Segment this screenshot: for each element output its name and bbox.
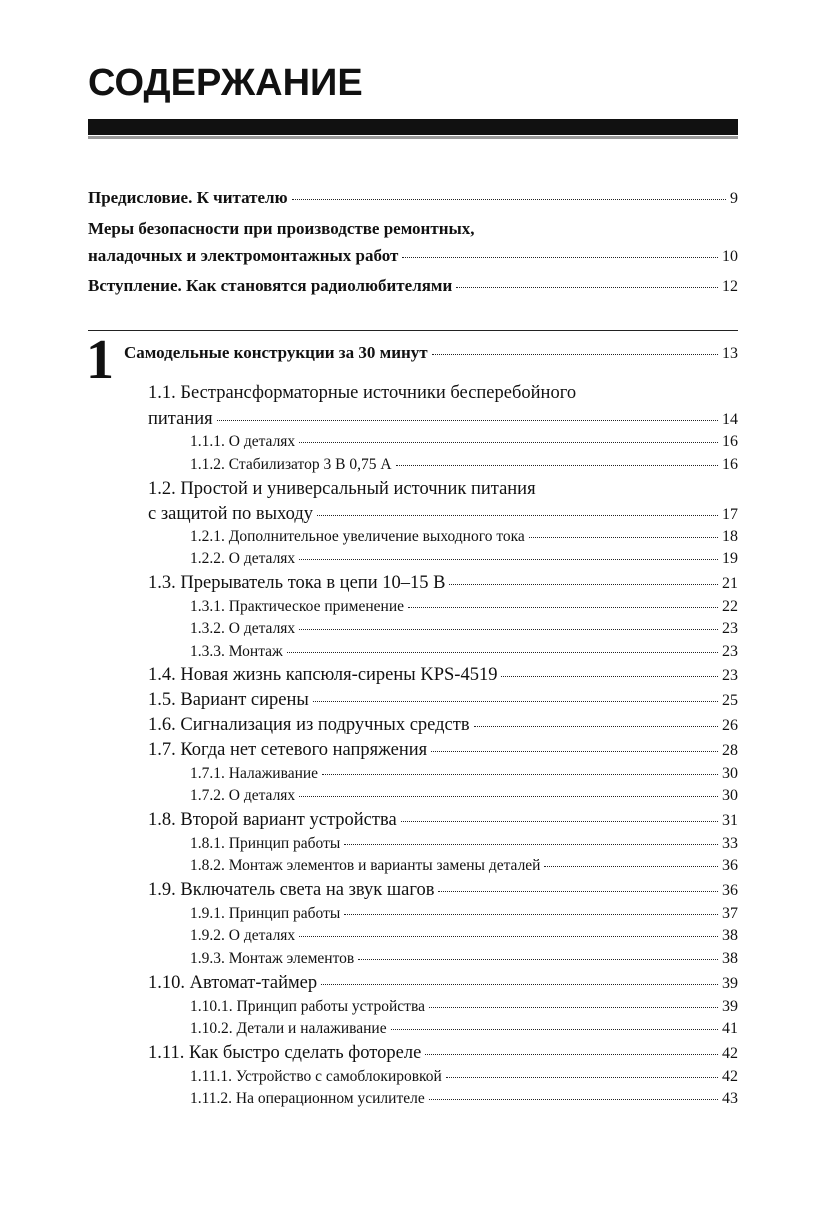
toc-entry-1-9-2[interactable] bbox=[190, 927, 738, 945]
toc-entry-title: 1.5. Вариант сирены bbox=[148, 690, 309, 710]
toc-entry-1-7-2[interactable] bbox=[190, 787, 738, 805]
toc-entry-1-10-2[interactable] bbox=[190, 1020, 738, 1038]
toc-entry-1-1-1[interactable] bbox=[190, 433, 738, 451]
toc-entry-page: 21 bbox=[722, 575, 738, 592]
toc-entry-intro[interactable] bbox=[88, 276, 738, 296]
chapter-number: 1 bbox=[86, 329, 114, 391]
toc-entry-title: 1.7.2. О деталях bbox=[190, 787, 296, 804]
leader-dots bbox=[402, 257, 718, 258]
toc-entry-page: 10 bbox=[722, 248, 738, 265]
toc-entry-title: 1.2.2. О деталях bbox=[190, 550, 296, 567]
toc-entry-page: 23 bbox=[722, 620, 738, 637]
leader-dots bbox=[474, 726, 718, 727]
toc-entry-1-1-line1: 1.1. Бестрансформаторные источники бесперебойного bbox=[148, 383, 577, 403]
toc-entry-title: 1.3.2. О деталях bbox=[190, 620, 296, 637]
toc-entry-page: 19 bbox=[722, 550, 738, 567]
toc-entry-1-9-3[interactable] bbox=[190, 950, 738, 968]
toc-entry-page: 41 bbox=[722, 1020, 738, 1037]
toc-entry-title: 1.9.3. Монтаж элементов bbox=[190, 950, 355, 967]
toc-entry-title: 1.3.1. Практическое применение bbox=[190, 598, 405, 615]
toc-entry-title: 1.9. Включатель света на звук шагов bbox=[148, 880, 435, 900]
toc-entry-page: 18 bbox=[722, 528, 738, 545]
leader-dots bbox=[391, 1029, 718, 1030]
leader-dots bbox=[396, 465, 718, 466]
title-rule-thin bbox=[88, 136, 738, 139]
toc-entry-1-3[interactable] bbox=[148, 573, 738, 594]
leader-dots bbox=[299, 559, 718, 560]
leader-dots bbox=[299, 936, 718, 937]
toc-entry-page: 23 bbox=[722, 643, 738, 660]
toc-entry-title: 1.7. Когда нет сетевого напряжения bbox=[148, 740, 428, 760]
toc-entry-page: 33 bbox=[722, 835, 738, 852]
toc-entry-page: 17 bbox=[722, 506, 738, 523]
toc-entry-title: 1.10.1. Принцип работы устройства bbox=[190, 998, 425, 1015]
toc-entry-title: 1.6. Сигнализация из подручных средств bbox=[148, 715, 470, 735]
leader-dots bbox=[529, 537, 718, 538]
toc-entry-title: Предисловие. К читателю bbox=[88, 188, 288, 207]
leader-dots bbox=[217, 420, 718, 421]
toc-entry-title: 1.10. Автомат-таймер bbox=[148, 973, 318, 993]
leader-dots bbox=[313, 701, 718, 702]
toc-entry-page: 39 bbox=[722, 998, 738, 1015]
toc-entry-page: 16 bbox=[722, 456, 738, 473]
toc-entry-page: 25 bbox=[722, 692, 738, 709]
toc-entry-1-10-1[interactable] bbox=[190, 998, 738, 1016]
toc-entry-title: 1.1.1. О деталях bbox=[190, 433, 296, 450]
toc-entry-page: 16 bbox=[722, 433, 738, 450]
toc-entry-title: 1.9.2. О деталях bbox=[190, 927, 296, 944]
toc-entry-title: 1.8. Второй вариант устройства bbox=[148, 810, 397, 830]
leader-dots bbox=[344, 844, 718, 845]
leader-dots bbox=[299, 796, 718, 797]
toc-entry-page: 42 bbox=[722, 1045, 738, 1062]
toc-entry-title: 1.2.1. Дополнительное увеличение выходного тока bbox=[190, 528, 525, 545]
toc-entry-page: 28 bbox=[722, 742, 738, 759]
toc-entry-page: 38 bbox=[722, 950, 738, 967]
chapter-rule bbox=[88, 330, 738, 331]
toc-entry-1-2-line1: 1.2. Простой и универсальный источник питания bbox=[148, 479, 536, 499]
leader-dots bbox=[544, 866, 718, 867]
toc-entry-title: 1.8.2. Монтаж элементов и варианты замены деталей bbox=[190, 857, 541, 874]
toc-entry-page: 36 bbox=[722, 882, 738, 899]
toc-entry-1-2[interactable] bbox=[148, 504, 738, 525]
toc-entry-title: 1.11. Как быстро сделать фотореле bbox=[148, 1043, 422, 1063]
toc-entry-1-11-2[interactable] bbox=[190, 1090, 738, 1108]
toc-entry-title: 1.10.2. Детали и налаживание bbox=[190, 1020, 387, 1037]
toc-entry-title: 1.3.3. Монтаж bbox=[190, 643, 283, 660]
toc-entry-title: Вступление. Как становятся радиолюбителями bbox=[88, 276, 453, 295]
toc-entry-safety[interactable] bbox=[88, 246, 738, 266]
toc-entry-title: питания bbox=[148, 409, 213, 429]
toc-entry-1-6[interactable] bbox=[148, 715, 738, 736]
toc-entry-1-1-2[interactable] bbox=[190, 456, 738, 474]
toc-entry-title: с защитой по выходу bbox=[148, 504, 313, 524]
leader-dots bbox=[408, 607, 718, 608]
toc-entry-page: 30 bbox=[722, 787, 738, 804]
leader-dots bbox=[292, 199, 726, 200]
toc-entry-page: 26 bbox=[722, 717, 738, 734]
leader-dots bbox=[322, 774, 718, 775]
toc-entry-title: 1.4. Новая жизнь капсюля-сирены KPS-4519 bbox=[148, 665, 498, 685]
title-rule-thick bbox=[88, 119, 738, 135]
toc-entry-1-8[interactable] bbox=[148, 810, 738, 831]
leader-dots bbox=[456, 287, 718, 288]
toc-entry-page: 37 bbox=[722, 905, 738, 922]
toc-entry-1-7[interactable] bbox=[148, 740, 738, 761]
toc-entry-page: 42 bbox=[722, 1068, 738, 1085]
leader-dots bbox=[429, 1007, 718, 1008]
toc-entry-1-2-2[interactable] bbox=[190, 550, 738, 568]
toc-entry-title: 1.1.2. Стабилизатор 3 В 0,75 А bbox=[190, 456, 392, 473]
leader-dots bbox=[429, 1099, 718, 1100]
toc-entry-title: 1.9.1. Принцип работы bbox=[190, 905, 341, 922]
leader-dots bbox=[344, 914, 718, 915]
leader-dots bbox=[287, 652, 718, 653]
toc-entry-1-8-1[interactable] bbox=[190, 835, 738, 853]
leader-dots bbox=[401, 821, 718, 822]
toc-entry-title: 1.3. Прерыватель тока в цепи 10–15 В bbox=[148, 573, 446, 593]
toc-entry-1-3-2[interactable] bbox=[190, 620, 738, 638]
leader-dots bbox=[431, 751, 718, 752]
toc-entry-1-5[interactable] bbox=[148, 690, 738, 711]
toc-entry-page: 38 bbox=[722, 927, 738, 944]
leader-dots bbox=[438, 891, 718, 892]
toc-entry-1-10[interactable] bbox=[148, 973, 738, 994]
toc-entry-title: 1.7.1. Налаживание bbox=[190, 765, 319, 782]
toc-entry-page: 9 bbox=[730, 190, 738, 207]
page-title: СОДЕРЖАНИЕ bbox=[88, 62, 363, 104]
leader-dots bbox=[299, 442, 718, 443]
leader-dots bbox=[449, 584, 718, 585]
leader-dots bbox=[317, 515, 718, 516]
toc-entry-1-3-3[interactable] bbox=[190, 643, 738, 661]
toc-entry-safety-line1: Меры безопасности при производстве ремонтных, bbox=[88, 219, 475, 238]
toc-entry-1-9[interactable] bbox=[148, 880, 738, 901]
leader-dots bbox=[299, 629, 718, 630]
toc-entry-page: 39 bbox=[722, 975, 738, 992]
toc-entry-title: 1.11.1. Устройство с самоблокировкой bbox=[190, 1068, 442, 1085]
leader-dots bbox=[432, 354, 718, 355]
toc-entry-1-2-1[interactable] bbox=[190, 528, 738, 546]
toc-entry-preface[interactable] bbox=[88, 188, 738, 208]
toc-entry-page: 36 bbox=[722, 857, 738, 874]
toc-chapter-1[interactable] bbox=[124, 343, 738, 363]
toc-entry-page: 13 bbox=[722, 345, 738, 362]
toc-entry-page: 23 bbox=[722, 667, 738, 684]
toc-entry-1-11-1[interactable] bbox=[190, 1068, 738, 1086]
toc-entry-1-8-2[interactable] bbox=[190, 857, 738, 875]
toc-entry-page: 14 bbox=[722, 411, 738, 428]
leader-dots bbox=[446, 1077, 718, 1078]
toc-entry-page: 43 bbox=[722, 1090, 738, 1107]
toc-entry-1-9-1[interactable] bbox=[190, 905, 738, 923]
toc-entry-title: 1.8.1. Принцип работы bbox=[190, 835, 341, 852]
leader-dots bbox=[358, 959, 718, 960]
leader-dots bbox=[501, 676, 718, 677]
toc-entry-page: 30 bbox=[722, 765, 738, 782]
toc-entry-1-11[interactable] bbox=[148, 1043, 738, 1064]
toc-entry-title: 1.11.2. На операционном усилителе bbox=[190, 1090, 425, 1107]
toc-entry-1-4[interactable] bbox=[148, 665, 738, 686]
toc-entry-page: 22 bbox=[722, 598, 738, 615]
leader-dots bbox=[321, 984, 718, 985]
toc-entry-page: 31 bbox=[722, 812, 738, 829]
toc-entry-1-3-1[interactable] bbox=[190, 598, 738, 616]
toc-entry-title: наладочных и электромонтажных работ bbox=[88, 246, 399, 265]
toc-entry-1-1[interactable] bbox=[148, 409, 738, 430]
toc-entry-1-7-1[interactable] bbox=[190, 765, 738, 783]
leader-dots bbox=[425, 1054, 718, 1055]
toc-entry-title: Самодельные конструкции за 30 минут bbox=[124, 343, 428, 362]
toc-entry-page: 12 bbox=[722, 278, 738, 295]
